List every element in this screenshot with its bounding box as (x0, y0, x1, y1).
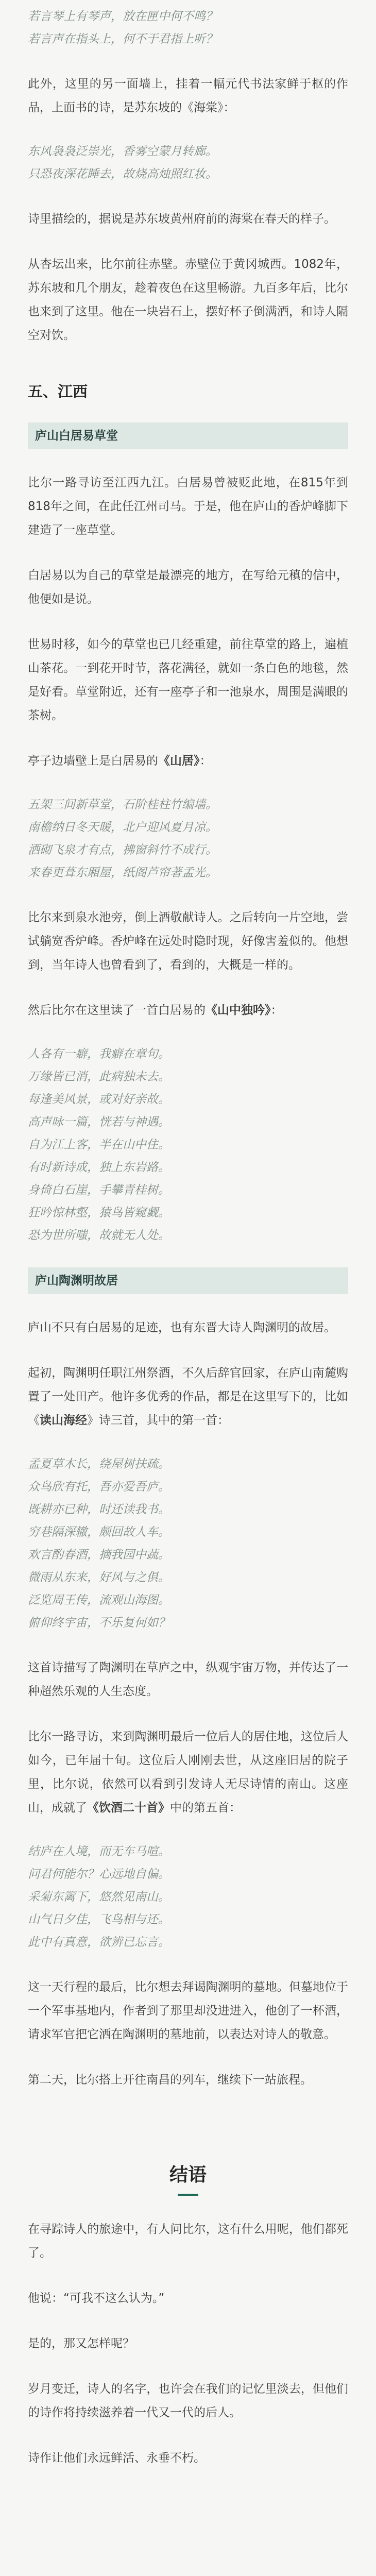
text: 亭子边墙壁上是白居易的 (28, 754, 158, 768)
poem-shanju (28, 793, 348, 884)
subheading-lushan-baijuyi: 庐山白居易草堂 (28, 422, 348, 449)
poem-line: 高声咏一篇，恍若与神遇。 (28, 1115, 170, 1129)
poem-title: 《山中独吟》 (206, 1004, 271, 1017)
poem-dulin (28, 1043, 348, 1247)
paragraph: 世易时移，如今的草堂也已几经重建，前往草堂的路上，遍植山茶花。一到花开时节，落花满径，就如一条白色的地毯，然是好看。草堂附近，还有一座亭子和一池泉水，周围是满眼的茶树。 (28, 638, 348, 722)
title-underline (178, 2194, 198, 2196)
poem-line: 人各有一癖，我癖在章句。 (28, 1047, 170, 1061)
text: ： (199, 754, 212, 768)
text: 然后比尔在这里读了一首白居易的 (28, 1004, 206, 1017)
paragraph: 这首诗描写了陶渊明在草庐之中，纵观宇宙万物，并传达了一种超然乐观的人生态度。 (28, 1661, 348, 1698)
text: 比尔一路寻访，来到陶渊明最后一位后人的居住地，这位后人如今，已年届十旬。这位后人刚刚去世，从这座旧居的院子里，比尔说，依然可以看到引发诗人无尽诗情的南山。这座山，成就了 (28, 1730, 348, 1815)
poem-line: 此中有真意，欲辨已忘言。 (28, 1936, 170, 1949)
paragraph: 这一天行程的最后，比尔想去拜谒陶渊明的墓地。但墓地位于一个军事基地内，作者到了那里却没进进入，他创了一杯酒，请求军官把它洒在陶渊明的墓地前，以表达对诗人的敬意。 (28, 1980, 348, 2041)
paragraph: 从杏坛出来，比尔前往赤壁。赤壁位于黄冈城西。1082年，苏东坡和几个朋友，趁着夜色在这里畅游。九百多年后，比尔也来到了这里。他在一块岩石上，摆好杯子倒满酒，和诗人隔空对饮。 (28, 258, 348, 342)
poem-line: 恐为世所嗤，故就无人处。 (28, 1229, 170, 1242)
poem-haitang (28, 140, 348, 185)
poem-line: 自为江上客，半在山中住。 (28, 1138, 170, 1151)
paragraph: 是的，那又怎样呢？ (28, 2337, 134, 2350)
paragraph: 第二天，比尔搭上开往南昌的列车，继续下一站旅程。 (28, 2073, 312, 2087)
poem-title: 《山居》 (158, 754, 200, 768)
poem-line: 微雨从东来，好风与之俱。 (28, 1571, 170, 1584)
poem-line: 俯仰终宇宙，不乐复何如？ (28, 1616, 170, 1630)
poem-line: 洒砌飞泉才有点，拂窗斜竹不成行。 (28, 843, 217, 857)
poem-line: 欢言酌春酒，摘我园中蔬。 (28, 1548, 170, 1562)
paragraph (28, 1361, 348, 1432)
poem-line: 山气日夕佳，飞鸟相与还。 (28, 1913, 170, 1926)
poem-line: 万缘皆已消，此病独未去。 (28, 1070, 170, 1083)
paragraph: 庐山不只有白居易的足迹，也有东晋大诗人陶渊明的故居。 (28, 1321, 336, 1334)
poem-line: 南檐纳日冬天暖，北户迎风夏月凉。 (28, 821, 217, 834)
poem-line: 狂吟惊林壑，猿鸟皆窥觑。 (28, 1206, 170, 1219)
poem-line: 既耕亦已种，时还读我书。 (28, 1503, 170, 1516)
paragraph: 白居易以为自己的草堂是最漂亮的地方，在写给元稹的信中，他便如是说。 (28, 569, 348, 606)
poem-line: 穷巷隔深辙，颇回故人车。 (28, 1526, 170, 1539)
poem-line: 身倚白石崖，手攀青桂树。 (28, 1183, 170, 1197)
poem-line: 东风袅袅泛崇光，香雾空蒙月转廊。 (28, 145, 217, 158)
paragraph: 诗里描绘的，据说是苏东坡黄州府前的海棠在春天的样子。 (28, 212, 336, 226)
poem-line: 若言声在指头上，何不于君指上听？ (28, 32, 217, 46)
text: ： (270, 1004, 283, 1017)
poem-line: 问君何能尔？心远地自偏。 (28, 1868, 170, 1881)
poem-title: 读山海经 (40, 1414, 87, 1427)
poem-line: 结庐在人境，而无车马喧。 (28, 1845, 170, 1858)
poem-line: 有时新诗成，独上东岩路。 (28, 1161, 170, 1174)
poem-title: 《饮酒二十首》 (87, 1801, 170, 1815)
poem-line: 五架三间新草堂，石阶桂柱竹编墙。 (28, 798, 217, 811)
paragraph: 岁月变迁，诗人的名字，也许会在我们的记忆里淡去，但他们的诗作将持续滋养着一代又一代的后人。 (28, 2382, 348, 2419)
conclusion-header (28, 2164, 348, 2196)
paragraph: 诗作让他们永远鲜活、永垂不朽。 (28, 2451, 206, 2465)
poem-shanhai (28, 1453, 348, 1634)
poem-line: 泛览周王传，流观山海图。 (28, 1594, 170, 1607)
section-heading: 五、江西 (28, 383, 88, 400)
conclusion-title: 结语 (169, 2164, 207, 2185)
text: 起初，陶渊明任职江州祭酒，不久后辞官回家，在庐山南麓购置了一处田产。他许多优秀的作品，都是在这里写下的，比如《 (28, 1366, 348, 1427)
quote-paragraph: 他说：“可我不这么认为。” (28, 2292, 165, 2305)
poem-line: 采菊东篱下，悠然见南山。 (28, 1890, 170, 1904)
poem-line: 若言琴上有琴声，放在匣中何不鸣？ (28, 10, 217, 23)
paragraph (28, 998, 348, 1022)
poem-line: 只恐夜深花睡去，故烧高烛照红妆。 (28, 167, 217, 181)
subheading-lushan-taoyuanming: 庐山陶渊明故居 (28, 1267, 348, 1294)
paragraph: 比尔来到泉水池旁，倒上酒敬献诗人。之后转向一片空地，尝试躺宽香炉峰。香炉峰在远处时隐时现，好像害羞似的。他想到，当年诗人也曾看到了，看到的，大概是一样的。 (28, 911, 348, 972)
poem-yinjiu (28, 1840, 348, 1954)
paragraph: 比尔一路寻访至江西九江。白居易曾被贬此地，在815年到818年之间，在此任江州司马。于是，他在庐山的香炉峰脚下建造了一座草堂。 (28, 476, 348, 537)
poem-line: 孟夏草木长，绕屋树扶疏。 (28, 1458, 170, 1471)
paragraph: 在寻踪诗人的旅途中，有人问比尔，这有什么用呢，他们都死了。 (28, 2223, 348, 2260)
paragraph: 此外，这里的另一面墙上，挂着一幅元代书法家鲜于枢的作品，上面书的诗，是苏东坡的《海棠》： (28, 77, 348, 114)
poem-line: 每逢美风景，或对好亲故。 (28, 1093, 170, 1106)
paragraph (28, 1725, 348, 1820)
text: 》诗三首，其中的第一首： (87, 1414, 229, 1427)
text: 中的第五首： (170, 1801, 241, 1815)
paragraph (28, 749, 348, 773)
poem-line: 众鸟欣有托，吾亦爱吾庐。 (28, 1480, 170, 1494)
poem-line: 来春更葺东厢屋，纸阁芦帘著孟光。 (28, 866, 217, 879)
intro-poem (28, 5, 348, 50)
